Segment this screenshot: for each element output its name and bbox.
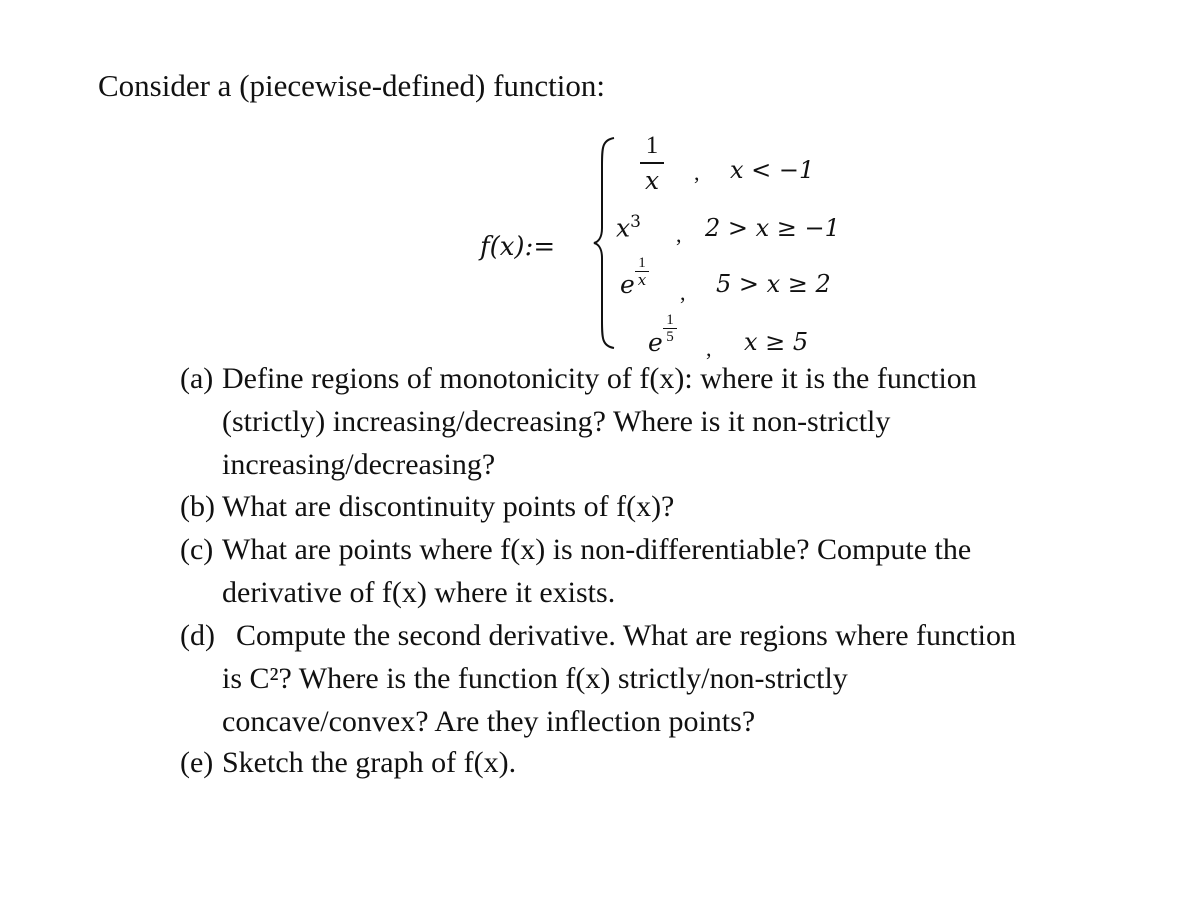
question-c-line-2: derivative of f(x) where it exists. — [222, 576, 616, 609]
case-3-expression — [620, 270, 635, 299]
case-2-expression — [616, 212, 641, 242]
intro-text: Consider a (piecewise-defined) function: — [98, 68, 606, 103]
question-d-line-1: Compute the second derivative. What are regions where function — [236, 619, 1017, 652]
case-2-comma: , — [676, 222, 682, 247]
case-3-condition: 5 > x ≥ 2 — [716, 270, 831, 298]
function-lhs: f(x):= — [480, 232, 556, 262]
case-1-comma: , — [694, 160, 700, 185]
question-e-label: (e) — [180, 746, 214, 779]
case-1-condition: x < −1 — [730, 156, 815, 184]
case-1-expression — [640, 132, 664, 195]
case-4-exponent — [663, 313, 677, 344]
case-4-condition: x ≥ 5 — [744, 328, 809, 356]
question-b-line-1: What are discontinuity points of f(x)? — [222, 490, 675, 523]
question-a-line-3: increasing/decreasing? — [222, 448, 496, 481]
case-4-exp-den: 5 — [666, 329, 674, 345]
case-4-expression — [648, 328, 663, 357]
case-3-exp-den: x — [637, 271, 647, 289]
case-3-base: e — [620, 270, 635, 299]
case-2-base: x — [616, 213, 631, 243]
case-4-base: e — [648, 328, 663, 357]
case-1-denominator: x — [644, 166, 660, 195]
question-c-line-1: What are points where f(x) is non-differentiable? Compute the — [222, 533, 972, 566]
question-a-label: (a) — [180, 362, 214, 395]
question-d-label: (d) — [180, 619, 215, 652]
question-b-label: (b) — [180, 490, 215, 523]
case-4-exp-num: 1 — [666, 312, 674, 328]
question-d-line-3: concave/convex? Are they inflection points? — [222, 705, 756, 738]
question-a-line-2: (strictly) increasing/decreasing? Where is it non-strictly — [222, 405, 891, 438]
question-e-line-1: Sketch the graph of f(x). — [222, 746, 517, 779]
case-3-exponent — [635, 256, 649, 287]
left-brace — [592, 136, 618, 350]
question-a-line-1: Define regions of monotonicity of f(x): where it is the function — [222, 362, 977, 395]
case-3-exp-num: 1 — [638, 255, 646, 271]
case-3-comma: , — [680, 280, 686, 305]
case-4-comma: , — [706, 336, 712, 361]
question-c-label: (c) — [180, 533, 214, 566]
case-1-numerator: 1 — [645, 132, 659, 159]
case-2-condition: 2 > x ≥ −1 — [705, 214, 840, 242]
case-2-exponent: 3 — [630, 212, 641, 232]
question-d-line-2: is C²? Where is the function f(x) strictly/non-strictly — [222, 662, 848, 695]
